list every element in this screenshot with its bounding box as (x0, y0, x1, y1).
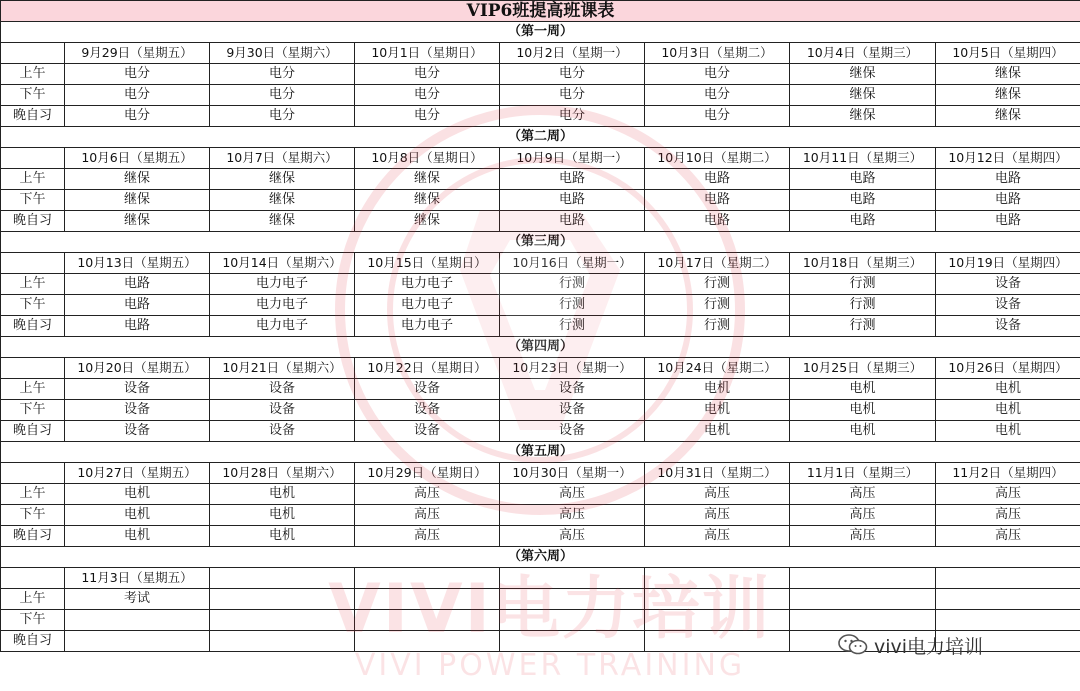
date-row (1, 358, 1080, 379)
course-cell: 高压 (645, 505, 790, 526)
period-label: 上午 (1, 169, 65, 190)
course-cell (500, 631, 645, 652)
course-cell: 设备 (210, 421, 355, 442)
course-cell (355, 589, 500, 610)
course-cell: 行测 (790, 316, 936, 337)
date-row (1, 568, 1080, 589)
course-cell: 设备 (65, 379, 210, 400)
course-cell: 设备 (936, 274, 1080, 295)
course-cell: 电力电子 (210, 295, 355, 316)
date-cell: 10月4日（星期三） (790, 43, 936, 64)
date-cell: 10月10日（星期二） (645, 148, 790, 169)
course-cell: 继保 (790, 85, 936, 106)
course-cell: 高压 (790, 484, 936, 505)
course-cell: 电分 (355, 106, 500, 127)
table-row (1, 526, 1080, 547)
course-cell: 电路 (500, 169, 645, 190)
course-cell: 电路 (645, 169, 790, 190)
course-cell: 电分 (500, 85, 645, 106)
date-row (1, 148, 1080, 169)
course-cell: 电分 (210, 85, 355, 106)
date-cell: 10月22日（星期日） (355, 358, 500, 379)
date-cell (790, 568, 936, 589)
course-cell: 电机 (210, 505, 355, 526)
date-cell: 10月8日（星期日） (355, 148, 500, 169)
course-cell: 电分 (500, 64, 645, 85)
course-cell: 继保 (936, 85, 1080, 106)
period-label: 下午 (1, 190, 65, 211)
course-cell: 电分 (210, 106, 355, 127)
table-row (1, 169, 1080, 190)
table-row (1, 211, 1080, 232)
course-cell (790, 610, 936, 631)
course-cell: 设备 (210, 400, 355, 421)
course-cell: 电机 (65, 505, 210, 526)
course-cell: 高压 (355, 526, 500, 547)
date-cell: 9月29日（星期五） (65, 43, 210, 64)
course-cell: 电机 (645, 421, 790, 442)
date-cell: 10月15日（星期日） (355, 253, 500, 274)
course-cell: 设备 (500, 400, 645, 421)
date-cell: 10月20日（星期五） (65, 358, 210, 379)
title-row (1, 1, 1080, 22)
table-row (1, 610, 1080, 631)
course-cell: 电力电子 (210, 274, 355, 295)
course-cell: 电分 (500, 106, 645, 127)
date-cell (355, 568, 500, 589)
table-row (1, 589, 1080, 610)
course-cell: 电路 (65, 316, 210, 337)
date-cell: 10月12日（星期四） (936, 148, 1080, 169)
date-cell: 10月11日（星期三） (790, 148, 936, 169)
date-cell: 10月18日（星期三） (790, 253, 936, 274)
brand-watermark: VIVI电力培训 (328, 570, 772, 649)
period-label: 上午 (1, 379, 65, 400)
week-label: （第三周） (1, 232, 1080, 253)
period-label: 下午 (1, 400, 65, 421)
course-cell: 继保 (210, 211, 355, 232)
course-cell: 电路 (645, 211, 790, 232)
course-cell: 行测 (645, 274, 790, 295)
table-row (1, 106, 1080, 127)
date-cell: 10月2日（星期一） (500, 43, 645, 64)
course-cell: 继保 (355, 190, 500, 211)
course-cell: 设备 (500, 421, 645, 442)
period-label: 下午 (1, 85, 65, 106)
course-cell: 设备 (355, 379, 500, 400)
source-badge (838, 630, 983, 660)
date-cell (936, 568, 1080, 589)
corner-cell (1, 148, 65, 169)
course-cell: 行测 (645, 295, 790, 316)
course-cell: 高压 (936, 505, 1080, 526)
date-cell: 11月2日（星期四） (936, 463, 1080, 484)
date-cell: 10月17日（星期二） (645, 253, 790, 274)
course-cell: 电机 (645, 400, 790, 421)
course-cell: 设备 (500, 379, 645, 400)
course-cell: 设备 (936, 316, 1080, 337)
period-label: 晚自习 (1, 106, 65, 127)
course-cell: 电路 (500, 211, 645, 232)
period-label: 上午 (1, 589, 65, 610)
date-cell: 10月7日（星期六） (210, 148, 355, 169)
table-title: VIP6班提高班课表 (1, 1, 1080, 22)
course-cell: 电路 (790, 190, 936, 211)
week-header-row (1, 337, 1080, 358)
date-cell: 10月6日（星期五） (65, 148, 210, 169)
date-row (1, 43, 1080, 64)
date-cell (210, 568, 355, 589)
corner-cell (1, 43, 65, 64)
course-cell: 行测 (790, 274, 936, 295)
course-cell: 行测 (500, 274, 645, 295)
corner-cell (1, 253, 65, 274)
brand-watermark-sub: VIVI POWER TRAINING (354, 648, 746, 683)
course-cell: 电机 (790, 379, 936, 400)
course-cell: 电分 (65, 85, 210, 106)
course-cell (355, 631, 500, 652)
course-cell: 高压 (790, 526, 936, 547)
course-cell (500, 610, 645, 631)
course-cell: 电机 (936, 400, 1080, 421)
course-cell: 电路 (790, 211, 936, 232)
date-cell: 10月21日（星期六） (210, 358, 355, 379)
course-cell: 电机 (645, 379, 790, 400)
course-cell: 继保 (355, 169, 500, 190)
week-label: （第二周） (1, 127, 1080, 148)
course-cell: 高压 (936, 526, 1080, 547)
date-cell (500, 568, 645, 589)
course-cell: 继保 (210, 190, 355, 211)
course-cell: 电力电子 (355, 274, 500, 295)
course-cell: 电机 (210, 484, 355, 505)
table-row (1, 505, 1080, 526)
date-cell (645, 568, 790, 589)
course-cell: 继保 (790, 106, 936, 127)
course-cell: 电分 (355, 64, 500, 85)
date-cell: 10月16日（星期一） (500, 253, 645, 274)
course-cell (645, 589, 790, 610)
corner-cell (1, 358, 65, 379)
course-cell: 行测 (500, 316, 645, 337)
course-cell (65, 610, 210, 631)
course-cell: 电路 (65, 295, 210, 316)
corner-cell (1, 568, 65, 589)
table-row (1, 400, 1080, 421)
period-label: 晚自习 (1, 526, 65, 547)
course-cell: 电机 (790, 400, 936, 421)
date-cell: 10月5日（星期四） (936, 43, 1080, 64)
week-header-row (1, 547, 1080, 568)
period-label: 下午 (1, 610, 65, 631)
date-cell: 10月25日（星期三） (790, 358, 936, 379)
date-cell: 10月28日（星期六） (210, 463, 355, 484)
date-cell: 10月29日（星期日） (355, 463, 500, 484)
course-cell (355, 610, 500, 631)
week-label: （第六周） (1, 547, 1080, 568)
course-cell: 电路 (500, 190, 645, 211)
course-cell: 高压 (500, 526, 645, 547)
course-cell: 高压 (645, 526, 790, 547)
course-cell: 设备 (355, 400, 500, 421)
period-label: 晚自习 (1, 631, 65, 652)
course-cell: 设备 (355, 421, 500, 442)
course-cell: 继保 (65, 211, 210, 232)
course-cell: 电路 (65, 274, 210, 295)
date-cell: 10月27日（星期五） (65, 463, 210, 484)
date-cell: 10月13日（星期五） (65, 253, 210, 274)
table-row (1, 421, 1080, 442)
course-cell: 设备 (210, 379, 355, 400)
date-cell: 10月24日（星期二） (645, 358, 790, 379)
date-cell: 10月1日（星期日） (355, 43, 500, 64)
course-cell: 电分 (210, 64, 355, 85)
course-cell: 电力电子 (210, 316, 355, 337)
course-cell: 电分 (355, 85, 500, 106)
course-cell: 高压 (355, 505, 500, 526)
course-cell (210, 589, 355, 610)
period-label: 晚自习 (1, 211, 65, 232)
period-label: 上午 (1, 64, 65, 85)
date-cell: 10月3日（星期二） (645, 43, 790, 64)
course-cell (500, 589, 645, 610)
week-label: （第一周） (1, 22, 1080, 43)
course-cell (65, 631, 210, 652)
date-cell: 10月31日（星期二） (645, 463, 790, 484)
course-cell: 电机 (210, 526, 355, 547)
course-cell: 高压 (355, 484, 500, 505)
course-cell: 设备 (65, 421, 210, 442)
course-cell (210, 610, 355, 631)
period-label: 上午 (1, 484, 65, 505)
course-cell: 电机 (936, 379, 1080, 400)
date-cell: 10月26日（星期四） (936, 358, 1080, 379)
date-row (1, 463, 1080, 484)
date-cell: 9月30日（星期六） (210, 43, 355, 64)
week-label: （第五周） (1, 442, 1080, 463)
course-cell (790, 589, 936, 610)
course-cell: 继保 (936, 106, 1080, 127)
course-cell: 继保 (210, 169, 355, 190)
course-cell: 电分 (645, 106, 790, 127)
course-cell: 继保 (65, 169, 210, 190)
course-cell (210, 631, 355, 652)
course-cell: 电机 (65, 526, 210, 547)
period-label: 晚自习 (1, 316, 65, 337)
date-cell: 10月14日（星期六） (210, 253, 355, 274)
table-row (1, 379, 1080, 400)
table-row (1, 484, 1080, 505)
course-cell: 继保 (790, 64, 936, 85)
week-header-row (1, 127, 1080, 148)
date-row (1, 253, 1080, 274)
wechat-icon (838, 633, 868, 657)
course-cell: 高压 (645, 484, 790, 505)
course-cell: 继保 (936, 64, 1080, 85)
week-header-row (1, 442, 1080, 463)
course-cell: 电力电子 (355, 295, 500, 316)
course-cell: 高压 (936, 484, 1080, 505)
course-cell: 电路 (645, 190, 790, 211)
table-row (1, 85, 1080, 106)
date-cell: 11月3日（星期五） (65, 568, 210, 589)
course-cell: 设备 (936, 295, 1080, 316)
course-cell: 电分 (645, 64, 790, 85)
course-cell (645, 631, 790, 652)
course-cell: 行测 (790, 295, 936, 316)
table-row (1, 295, 1080, 316)
week-header-row (1, 232, 1080, 253)
course-cell: 高压 (500, 484, 645, 505)
course-cell: 继保 (65, 190, 210, 211)
week-header-row (1, 22, 1080, 43)
course-cell: 继保 (355, 211, 500, 232)
course-cell: 电路 (790, 169, 936, 190)
course-cell: 电分 (65, 106, 210, 127)
course-cell: 电机 (790, 421, 936, 442)
date-cell: 10月9日（星期一） (500, 148, 645, 169)
course-cell: 电分 (65, 64, 210, 85)
course-cell: 高压 (790, 505, 936, 526)
course-cell: 设备 (65, 400, 210, 421)
table-row (1, 274, 1080, 295)
course-cell: 电路 (936, 169, 1080, 190)
table-row (1, 316, 1080, 337)
period-label: 下午 (1, 505, 65, 526)
course-cell (645, 610, 790, 631)
table-row (1, 190, 1080, 211)
course-cell: 电力电子 (355, 316, 500, 337)
course-cell: 电路 (936, 211, 1080, 232)
course-cell: 电机 (65, 484, 210, 505)
corner-cell (1, 463, 65, 484)
period-label: 晚自习 (1, 421, 65, 442)
date-cell: 10月19日（星期四） (936, 253, 1080, 274)
period-label: 上午 (1, 274, 65, 295)
source-badge-label: vivi电力培训 (874, 635, 984, 658)
course-cell: 行测 (500, 295, 645, 316)
course-cell: 行测 (645, 316, 790, 337)
course-cell: 高压 (500, 505, 645, 526)
week-label: （第四周） (1, 337, 1080, 358)
course-cell (936, 589, 1080, 610)
course-cell: 电分 (645, 85, 790, 106)
course-cell: 考试 (65, 589, 210, 610)
course-cell: 电路 (936, 190, 1080, 211)
period-label: 下午 (1, 295, 65, 316)
table-row (1, 64, 1080, 85)
date-cell: 10月23日（星期一） (500, 358, 645, 379)
date-cell: 10月30日（星期一） (500, 463, 645, 484)
course-cell (936, 610, 1080, 631)
course-cell: 电机 (936, 421, 1080, 442)
date-cell: 11月1日（星期三） (790, 463, 936, 484)
